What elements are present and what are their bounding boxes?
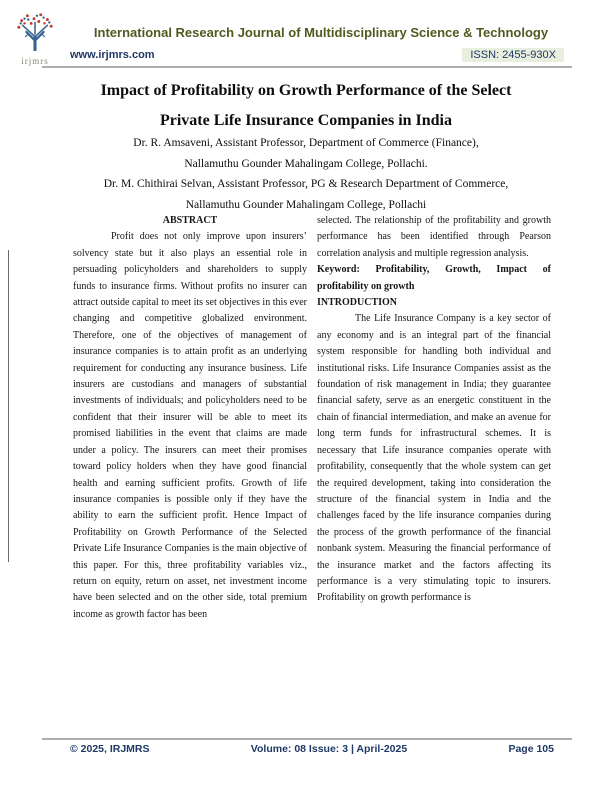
keywords-line: Keyword: Profitability, Growth, Impact of profitability on growth [317, 264, 551, 292]
author-affiliation-line: Nallamuthu Gounder Mahalingam College, Pollachi. [184, 157, 428, 170]
author-affiliation-line: Nallamuthu Gounder Mahalingam College, Pollachi [185, 198, 427, 211]
abstract-paragraph: Profit does not only improve upon insurers’ solvency state but it also plays an essential role in persuading policyholders and shareholders to supply funds to insurance firms. Without profits no insurer can attract outside capital to meet its set objectives in this ever changing and competitive globalized environment. Therefore, one of the objectives of management of insurance companies is to attain profit as an underlying requirement for conducting any insurance business. Life insurers are custodians and managers of substantial investments of individuals; and policyholders need to be confident that their insurer will be able to meet its promised liabilities in the event that claims are made under a policy. The insurers can meet their promises toward policy holders when they have good financial health and earning sufficient profits. Growth of life insurance companies is possible only if they have the ability to earn the sufficient profit. Hence Impact of Profitability on Growth Performance of the Selected Private Life Insurance Companies is the main objective of this paper. For this, three profitability variables viz., return on equity, return on asset, net investment income have been selected and on the other side, total premium income as growth factor has been [73, 231, 307, 620]
body-columns [73, 213, 551, 623]
scan-edge-artifact [8, 250, 9, 562]
footer-volume-info: Volume: 08 Issue: 3 | April-2025 [250, 743, 408, 755]
abstract-continuation-paragraph: selected. The relationship of the profitability and growth performance has been identified through Pearson correlation analysis and multiple regression analysis. [317, 215, 551, 259]
footer-copyright: © 2025, IRJMRS [70, 743, 150, 755]
logo-wordmark: irjmrs [21, 56, 49, 66]
footer [70, 743, 554, 755]
introduction-heading: INTRODUCTION [317, 297, 398, 309]
right-column [317, 213, 551, 623]
journal-title: International Research Journal of Multidisciplinary Science & Technology [93, 25, 549, 40]
header-divider [42, 66, 572, 68]
introduction-paragraph: The Life Insurance Company is a key sector of any economy and is an integral part of the financial system responsible for handling both individual and institutional risks. Life Insurance Companies assist as the foundation of risk management in India; they guarantee financial safety, serve as an energetic constituent in the chain of financial intermediation, and make an avenue for long term funds for infrastructural schemes. It is necessary that Life insurance companies operate with profitability, consequently that the whole system can get the required development, taking into consideration the structure of the financial system in India and the challenges faced by the life insurance companies during the process of the growth performance of the financial nonbank system. Measuring the financial performance of the insurance market and the factors affecting its performance is a very stimulating topic to insurers. Profitability on growth performance is [317, 313, 551, 604]
tree-blossom-logo-icon [14, 11, 56, 51]
left-column [73, 213, 307, 623]
footer-divider [42, 738, 572, 740]
paper-title [36, 76, 576, 136]
author-block [36, 133, 576, 215]
journal-website-link[interactable]: www.irjmrs.com [70, 49, 155, 61]
footer-page-number: Page 105 [508, 743, 554, 755]
paper-title-line-2: Private Life Insurance Companies in India [159, 112, 452, 129]
paper-title-line-1: Impact of Profitability on Growth Performance of the Select [100, 82, 512, 99]
irjmrs-logo [11, 11, 59, 66]
author-line: Dr. R. Amsaveni, Assistant Professor, Department of Commerce (Finance), [133, 137, 479, 149]
abstract-heading: ABSTRACT [162, 215, 218, 226]
issn-badge: ISSN: 2455-930X [462, 48, 564, 62]
author-line: Dr. M. Chithirai Selvan, Assistant Professor, PG & Research Department of Commerce, [103, 178, 509, 190]
